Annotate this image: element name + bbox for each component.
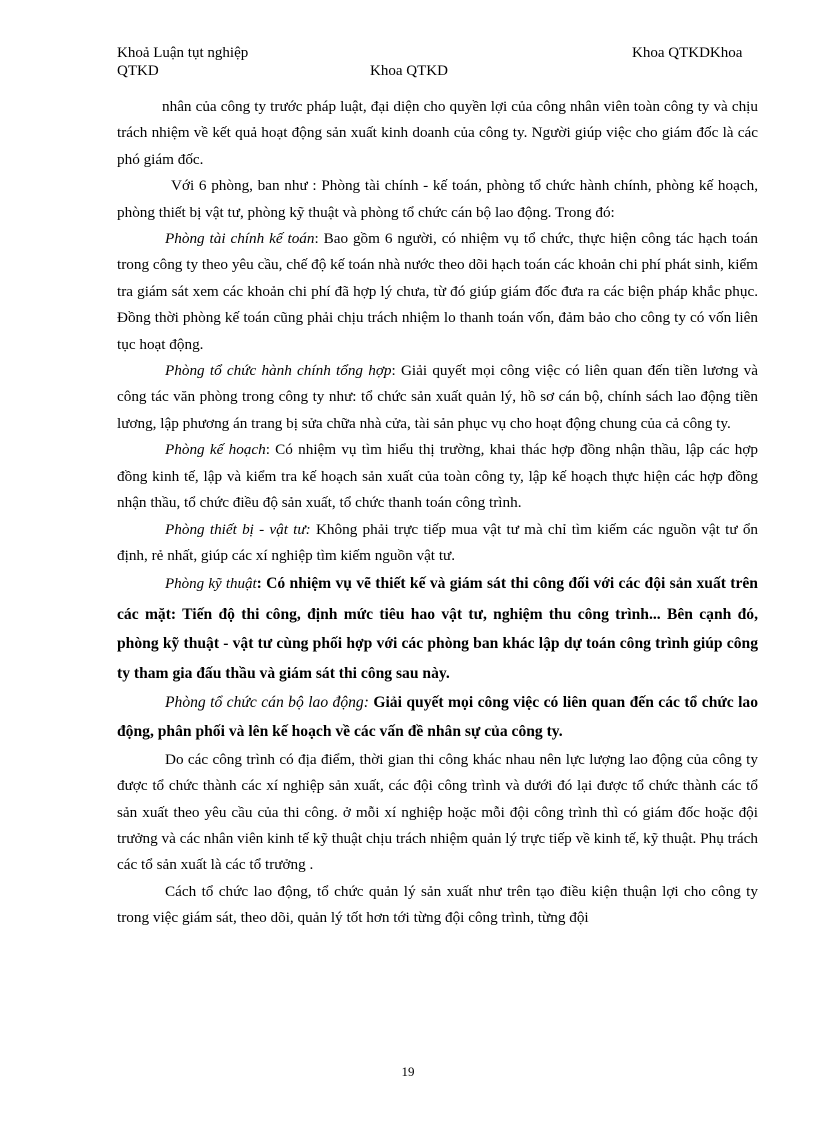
header-left-line1: Khoả Luận tụt nghiệp [117, 45, 249, 61]
body-text [117, 94, 758, 932]
paragraph-9: Do các công trình có địa điểm, thời gian thi công khác nhau nên lực lượng lao động của công ty được tổ chức thành các xí nghiệp sản xuất, các đội công trình và dưới đó lại được tổ chức thành các tổ sản xuất theo yêu cầu của thi công. ở mỗi xí nghiệp hoặc mỗi đội công trình thì có giám đốc hoặc đội trưởng và các nhân viên kinh tế kỹ thuật chịu trách nhiệm quản lý trực tiếp về kinh tế, kỹ thuật. Phụ trách các tổ sản xuất là các tổ trưởng . [117, 750, 758, 874]
paragraph-4-label: Phòng tổ chức hành chính tổng hợp [165, 362, 392, 380]
page-number: 19 [401, 1064, 415, 1079]
paragraph-1: nhân của công ty trước pháp luật, đại diện cho quyền lợi của công nhân viên toàn công ty và chịu trách nhiệm về kết quả hoạt động sản xuất kinh doanh của công ty. Người giúp việc cho giám đốc là các phó giám đốc. [117, 98, 758, 168]
paragraph-5-text: : Có nhiệm vụ tìm hiểu thị trường, khai thác hợp đồng nhận thầu, lập các hợp đồng kinh tế, lập và kiểm tra kế hoạch sản xuất của toàn công ty, lập kế hoạch thực hiện các hợp đồng nhận thầu, tổ chức điều độ sản xuất, tổ chức thanh toán công trình. [117, 441, 758, 512]
header-left-line2: QTKD [117, 63, 159, 79]
paragraph-7 [117, 569, 758, 688]
paragraph-5 [117, 437, 758, 516]
paragraph-5-label: Phòng kế hoạch [165, 441, 266, 459]
header-center: Khoa QTKD [370, 63, 448, 79]
paragraph-6-text: Không phải trực tiếp mua vật tư mà chỉ tìm kiếm các nguồn vật tư ổn định, rẻ nhất, giúp các xí nghiệp tìm kiếm nguồn vật tư. [117, 520, 759, 564]
paragraph-6-label: Phòng thiết bị - vật tư: [165, 520, 311, 538]
paragraph-3 [117, 226, 758, 358]
paragraph-10: Cách tổ chức lao động, tổ chức quản lý sản xuất như trên tạo điều kiện thuận lợi cho công ty trong việc giám sát, theo dõi, quản lý tốt hơn tới từng đội công trình, từng đội [117, 882, 758, 927]
paragraph-4-text: : Giải quyết mọi công việc có liên quan đến tiền lương và công tác văn phòng trong công ty như: tổ chức sản xuất quản lý, hồ sơ cán bộ, chính sách lao động tiền lương, lập phương án trang bị sửa chữa nhà cửa, tài sản phục vụ cho hoạt động chung của cả công ty. [117, 362, 758, 432]
paragraph-3-label: Phòng tài chính kế toán [165, 230, 315, 248]
paragraph-8 [117, 688, 758, 747]
paragraph-8-label: Phòng tổ chức cán bộ lao động: [165, 693, 369, 711]
paragraph-3-text: : Bao gồm 6 người, có nhiệm vụ tổ chức, thực hiện công tác hạch toán trong công ty theo yêu cầu, chế độ kế toán nhà nước theo dõi hạch toán các khoản chi phí phát sinh, kiểm tra giám sát xem các khoản chi phí đã hợp lý chưa, từ đó giúp giám đốc đưa ra các biện pháp khắc phục. Đồng thời phòng kế toán cũng phải chịu trách nhiệm lo thanh toán vốn, đảm bảo cho công ty có vốn liên tục hoạt động. [117, 230, 758, 353]
paragraph-2: Với 6 phòng, ban như : Phòng tài chính - kế toán, phòng tổ chức hành chính, phòng kế hoạch, phòng thiết bị vật tư, phòng kỹ thuật và phòng tổ chức cán bộ lao động. Trong đó: [117, 177, 758, 221]
paragraph-7-text: : Có nhiệm vụ vẽ thiết kế và giám sát thi công đối với các đội sản xuất trên các mặt: Tiến độ thi công, định mức tiêu hao vật tư, nghiệm thu công trình... Bên cạnh đó, phòng kỹ thuật - vật tư cùng phối hợp với các phòng ban khác lập dự toán công trình giúp công ty tham gia đấu thầu và giám sát thi công sau này. [117, 575, 758, 682]
paragraph-4 [117, 358, 758, 437]
header-right: Khoa QTKDKhoa [632, 45, 743, 61]
paragraph-7-label: Phòng kỹ thuật [165, 576, 257, 593]
paragraph-6 [117, 517, 758, 570]
paragraph-8-text: Giải quyết mọi công việc có liên quan đến các tổ chức lao động, phân phối và lên kế hoạch về các vấn đề nhân sự của công ty. [117, 693, 758, 741]
